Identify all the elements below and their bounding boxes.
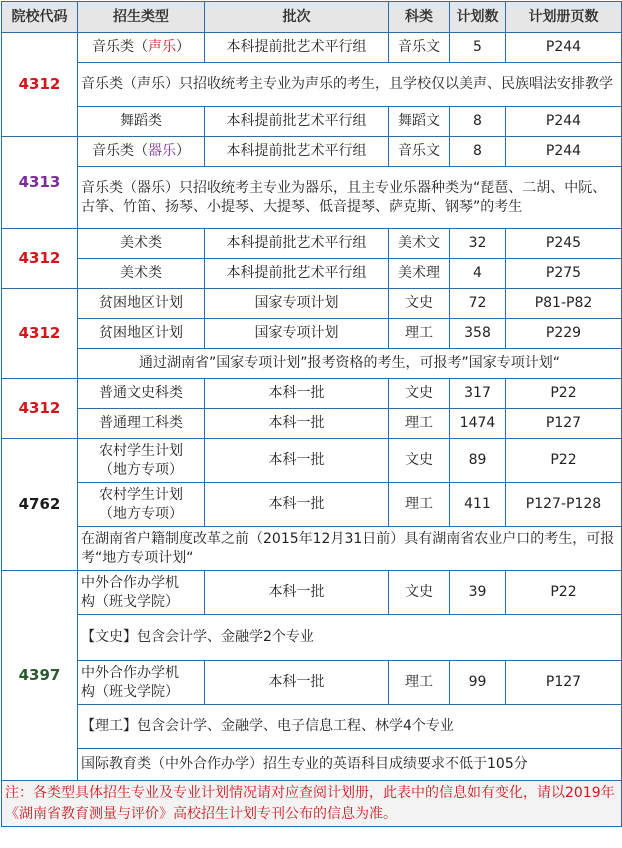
subject: 音乐文 xyxy=(389,137,450,167)
plan-count: 32 xyxy=(450,229,506,259)
header-batch: 批次 xyxy=(205,2,389,33)
plan-page: P127-P128 xyxy=(506,483,622,527)
note-text: 【文史】包含会计学、金融学2个专业 xyxy=(78,615,622,661)
table-row xyxy=(2,483,622,527)
enroll-type: 音乐类（声乐） xyxy=(78,33,205,63)
admission-plan-table xyxy=(1,1,622,827)
batch: 国家专项计划 xyxy=(205,289,389,319)
batch: 本科提前批艺术平行组 xyxy=(205,137,389,167)
table-row xyxy=(2,571,622,615)
table-row xyxy=(2,319,622,349)
batch: 本科一批 xyxy=(205,483,389,527)
plan-count: 72 xyxy=(450,289,506,319)
note-row xyxy=(2,349,622,379)
plan-count: 1474 xyxy=(450,409,506,439)
subject: 理工 xyxy=(389,409,450,439)
plan-page: P127 xyxy=(506,409,622,439)
plan-page: P275 xyxy=(506,259,622,289)
table-row xyxy=(2,259,622,289)
plan-count: 4 xyxy=(450,259,506,289)
header-code: 院校代码 xyxy=(2,2,78,33)
batch: 本科一批 xyxy=(205,379,389,409)
plan-page: P22 xyxy=(506,439,622,483)
subject: 美术文 xyxy=(389,229,450,259)
enroll-type: 中外合作办学机 构（班戈学院） xyxy=(78,571,205,615)
note-row xyxy=(2,167,622,229)
batch: 本科提前批艺术平行组 xyxy=(205,259,389,289)
plan-page: P81-P82 xyxy=(506,289,622,319)
enroll-type: 普通理工科类 xyxy=(78,409,205,439)
enroll-type: 农村学生计划 （地方专项） xyxy=(78,439,205,483)
batch: 本科提前批艺术平行组 xyxy=(205,229,389,259)
subject: 理工 xyxy=(389,661,450,705)
note-text: 通过湖南省”国家专项计划”报考资格的考生，可报考”国家专项计划“ xyxy=(78,349,622,379)
subject: 音乐文 xyxy=(389,33,450,63)
enroll-type: 美术类 xyxy=(78,229,205,259)
batch: 本科提前批艺术平行组 xyxy=(205,107,389,137)
plan-count: 39 xyxy=(450,571,506,615)
plan-page: P22 xyxy=(506,379,622,409)
plan-page: P244 xyxy=(506,107,622,137)
note-row xyxy=(2,527,622,571)
header-type: 招生类型 xyxy=(78,2,205,33)
table-row xyxy=(2,439,622,483)
batch: 本科一批 xyxy=(205,439,389,483)
plan-page: P245 xyxy=(506,229,622,259)
plan-count: 89 xyxy=(450,439,506,483)
table-row xyxy=(2,107,622,137)
note-text: 在湖南省户籍制度改革之前（2015年12月31日前）具有湖南省农业户口的考生，可报考“地方专项计划“ xyxy=(78,527,622,571)
enroll-type: 贫困地区计划 xyxy=(78,289,205,319)
header-page: 计划册页数 xyxy=(506,2,622,33)
table-row xyxy=(2,379,622,409)
enroll-type: 中外合作办学机 构（班戈学院） xyxy=(78,661,205,705)
plan-page: P22 xyxy=(506,571,622,615)
subject: 理工 xyxy=(389,483,450,527)
header-subject: 科类 xyxy=(389,2,450,33)
enroll-type: 音乐类（器乐） xyxy=(78,137,205,167)
plan-page: P229 xyxy=(506,319,622,349)
plan-count: 411 xyxy=(450,483,506,527)
note-text: 音乐类（声乐）只招收统考主专业为声乐的考生，且学校仅以美声、民族唱法安排教学 xyxy=(78,63,622,107)
header-plan: 计划数 xyxy=(450,2,506,33)
note-row xyxy=(2,63,622,107)
batch: 本科一批 xyxy=(205,661,389,705)
enroll-type: 普通文史科类 xyxy=(78,379,205,409)
school-code: 4312 xyxy=(2,379,78,439)
subject: 舞蹈文 xyxy=(389,107,450,137)
subject: 美术理 xyxy=(389,259,450,289)
table-row xyxy=(2,229,622,259)
note-text: 国际教育类（中外合作办学）招生专业的英语科目成绩要求不低于105分 xyxy=(78,749,622,781)
subject: 文史 xyxy=(389,379,450,409)
note-row xyxy=(2,705,622,749)
plan-page: P244 xyxy=(506,33,622,63)
plan-page: P244 xyxy=(506,137,622,167)
table-row xyxy=(2,289,622,319)
school-code: 4397 xyxy=(2,571,78,781)
type-highlight: 器乐 xyxy=(148,143,176,159)
plan-count: 5 xyxy=(450,33,506,63)
table-row xyxy=(2,33,622,63)
school-code: 4762 xyxy=(2,439,78,571)
footnote: 注：各类型具体招生专业及专业计划情况请对应查阅计划册，此表中的信息如有变化，请以2019年《湖南省教育测量与评价》高校招生计划专刊公布的信息为准。 xyxy=(2,781,622,827)
subject: 文史 xyxy=(389,439,450,483)
subject: 理工 xyxy=(389,319,450,349)
note-row xyxy=(2,749,622,781)
enroll-type: 贫困地区计划 xyxy=(78,319,205,349)
table-row xyxy=(2,661,622,705)
plan-page: P127 xyxy=(506,661,622,705)
school-code: 4312 xyxy=(2,229,78,289)
batch: 国家专项计划 xyxy=(205,319,389,349)
subject: 文史 xyxy=(389,289,450,319)
header-row xyxy=(2,2,622,33)
plan-count: 317 xyxy=(450,379,506,409)
note-text: 音乐类（器乐）只招收统考主专业为器乐，且主专业乐器种类为“琵琶、二胡、中阮、古筝、竹笛、扬琴、小提琴、大提琴、低音提琴、萨克斯、钢琴”的考生 xyxy=(78,167,622,229)
table-row xyxy=(2,409,622,439)
enroll-type: 舞蹈类 xyxy=(78,107,205,137)
batch: 本科一批 xyxy=(205,571,389,615)
plan-count: 99 xyxy=(450,661,506,705)
school-code: 4312 xyxy=(2,33,78,137)
school-code: 4312 xyxy=(2,289,78,379)
subject: 文史 xyxy=(389,571,450,615)
type-highlight: 声乐 xyxy=(148,39,176,55)
batch: 本科提前批艺术平行组 xyxy=(205,33,389,63)
batch: 本科一批 xyxy=(205,409,389,439)
footnote-row xyxy=(2,781,622,827)
note-text: 【理工】包含会计学、金融学、电子信息工程、林学4个专业 xyxy=(78,705,622,749)
school-code: 4313 xyxy=(2,137,78,229)
plan-count: 358 xyxy=(450,319,506,349)
plan-count: 8 xyxy=(450,137,506,167)
plan-count: 8 xyxy=(450,107,506,137)
note-row xyxy=(2,615,622,661)
enroll-type: 美术类 xyxy=(78,259,205,289)
enroll-type: 农村学生计划 （地方专项） xyxy=(78,483,205,527)
table-row xyxy=(2,137,622,167)
